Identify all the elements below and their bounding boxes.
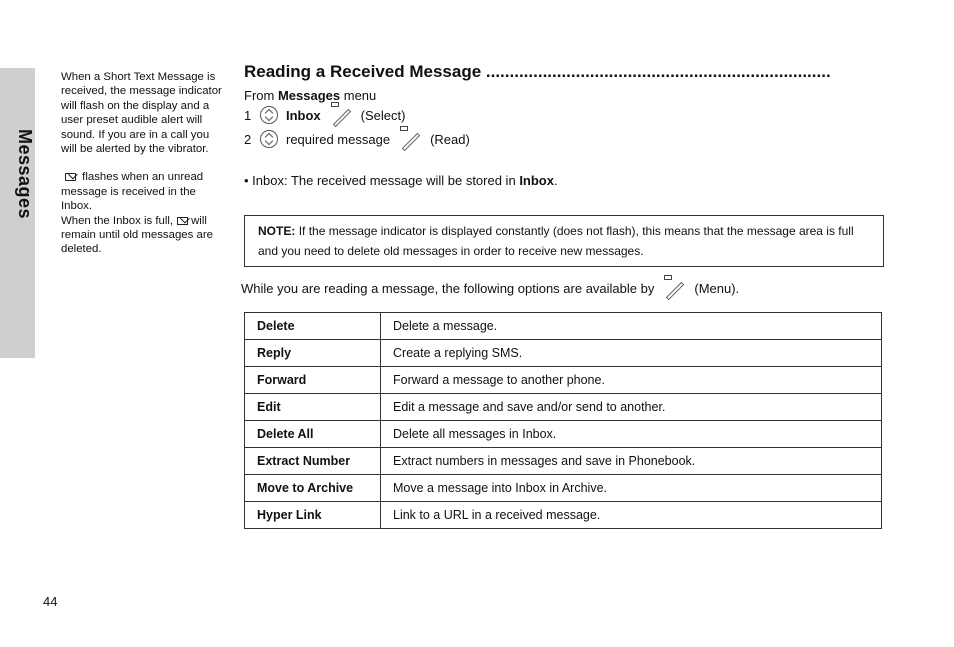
sidebar-note-3-text-a: When the Inbox is full,: [61, 214, 174, 227]
option-description: Extract numbers in messages and save in Phonebook.: [381, 448, 882, 475]
table-row: [245, 394, 882, 421]
table-row: [245, 340, 882, 367]
from-menu-line: [244, 88, 886, 103]
note-label: NOTE:: [258, 224, 296, 238]
option-description: Link to a URL in a received message.: [381, 502, 882, 529]
main-content: [241, 62, 886, 522]
right-soft-key-icon: [398, 128, 422, 150]
note-text: If the message indicator is displayed constantly (does not flash), this means that the message area is full and you need to delete old messages in order to receive new messages.: [258, 224, 854, 258]
left-soft-key-icon: [662, 277, 686, 299]
option-name: Forward: [245, 367, 381, 394]
bullet-suffix: .: [553, 173, 558, 188]
option-name: Move to Archive: [245, 475, 381, 502]
step-number: 2: [244, 131, 252, 147]
option-description: Delete a message.: [381, 313, 882, 340]
table-row: [245, 502, 882, 529]
table-row: [245, 367, 882, 394]
from-suffix: menu: [343, 88, 377, 103]
options-suffix: (Menu).: [694, 280, 740, 296]
section-tab-label: Messages: [15, 128, 35, 220]
nav-key-icon: [260, 130, 278, 148]
step-action: (Select): [360, 107, 406, 123]
options-prefix: While you are reading a message, the following options are available by: [241, 280, 655, 296]
page-number: 44: [43, 594, 58, 609]
left-soft-key-icon: [329, 104, 353, 126]
envelope-icon: [177, 217, 188, 225]
option-name: Extract Number: [245, 448, 381, 475]
step-number: 1: [244, 107, 252, 123]
inbox-bullet: [244, 173, 886, 188]
option-description: Create a replying SMS.: [381, 340, 882, 367]
option-name: Hyper Link: [245, 502, 381, 529]
table-row: [245, 448, 882, 475]
step-action: (Read): [430, 131, 470, 147]
envelope-icon: [65, 173, 76, 181]
bullet-bold: Inbox: [519, 173, 554, 188]
option-description: Forward a message to another phone.: [381, 367, 882, 394]
option-description: Move a message into Inbox in Archive.: [381, 475, 882, 502]
nav-key-icon: [260, 106, 278, 124]
step-label: Inbox: [286, 107, 321, 123]
table-row: [245, 475, 882, 502]
option-name: Delete All: [245, 421, 381, 448]
from-menu-name: Messages: [277, 88, 341, 103]
options-intro: [241, 277, 739, 299]
step-label: required message: [286, 131, 391, 147]
from-prefix: From: [244, 88, 275, 103]
table-row: [245, 421, 882, 448]
page-title: Reading a Received Message .........................................................................: [244, 62, 831, 81]
table-row: [245, 313, 882, 340]
option-description: Edit a message and save and/or send to another.: [381, 394, 882, 421]
sidebar-note-1: When a Short Text Message is received, the message indicator will flash on the display and a user preset audible alert will sound. If you are in a call you will be alerted by the vibrator.: [61, 71, 222, 156]
bullet-prefix: • Inbox: The received message will be stored in: [244, 173, 516, 188]
section-tab: [0, 68, 35, 358]
sidebar-note-2-text: flashes when an unread message is received in the Inbox.: [61, 171, 204, 213]
step-1: [244, 103, 886, 127]
sidebar-note-3: [61, 214, 223, 257]
sidebar-notes: [61, 70, 223, 257]
option-name: Delete: [245, 313, 381, 340]
step-2: [244, 127, 886, 151]
sidebar-note-2: [61, 170, 223, 213]
note-box: [244, 215, 884, 267]
sidebar-note-3-text-b: will remain until old messages are deleted.: [61, 214, 213, 256]
option-description: Delete all messages in Inbox.: [381, 421, 882, 448]
options-table: [244, 312, 882, 529]
option-name: Reply: [245, 340, 381, 367]
option-name: Edit: [245, 394, 381, 421]
